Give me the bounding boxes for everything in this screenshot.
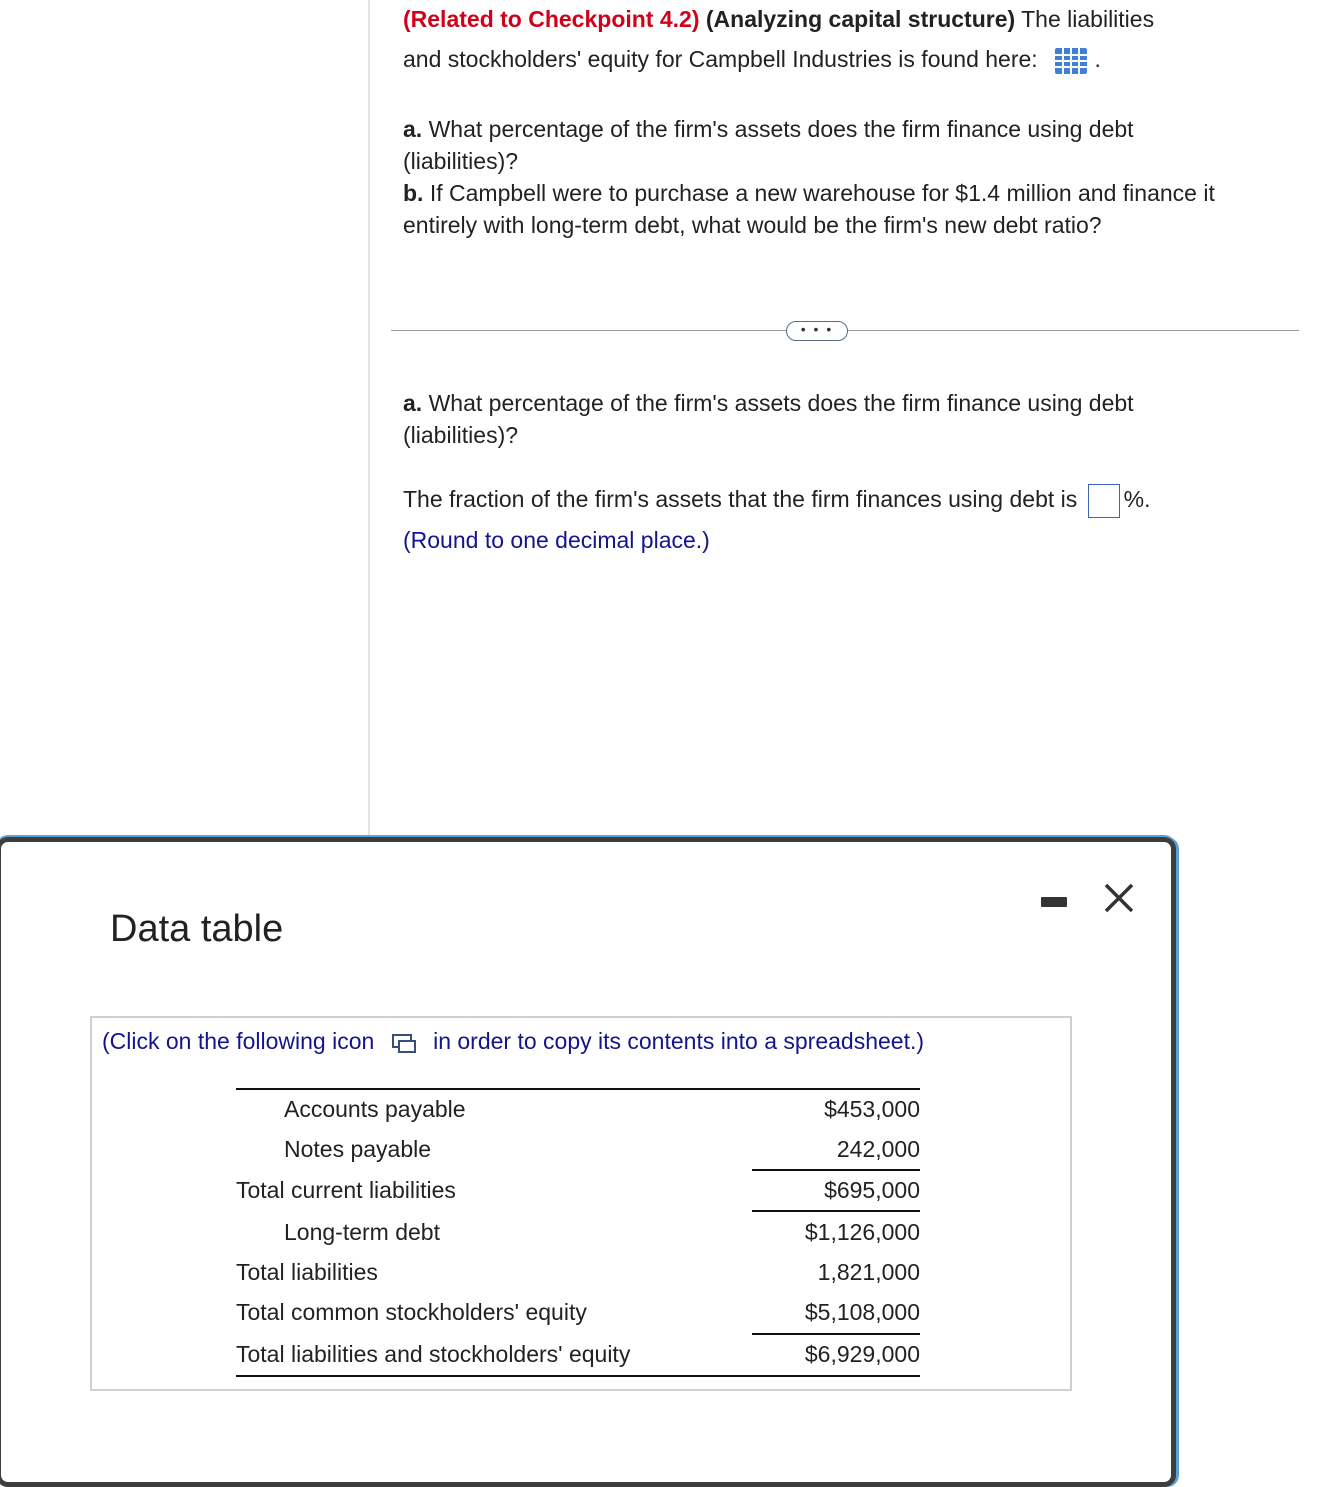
part-a-label: a. — [403, 116, 423, 142]
table-row — [236, 1338, 920, 1370]
copy-spreadsheet-icon[interactable] — [391, 1032, 417, 1054]
intro-line-2: and stockholders' equity for Campbell Industries is found here: — [403, 46, 1038, 72]
data-table-dialog — [0, 837, 1176, 1487]
row-label: Accounts payable — [284, 1096, 466, 1122]
question-topic: (Analyzing capital structure) — [705, 6, 1016, 32]
instruction-after: in order to copy its contents into a spreadsheet.) — [433, 1028, 925, 1054]
table-top-rule — [236, 1088, 920, 1090]
table-row — [236, 1093, 920, 1125]
row-label: Long-term debt — [284, 1219, 440, 1245]
rounding-hint: (Round to one decimal place.) — [403, 526, 710, 553]
part-b-label: b. — [403, 180, 424, 206]
row-value: $453,000 — [824, 1096, 920, 1122]
answer-input[interactable] — [1088, 484, 1120, 518]
table-row — [236, 1256, 920, 1288]
row-label: Notes payable — [284, 1136, 432, 1162]
table-row — [236, 1296, 920, 1328]
row-value: $695,000 — [824, 1177, 920, 1203]
expand-more-button[interactable]: • • • — [786, 321, 848, 341]
subtotal-rule — [752, 1210, 920, 1212]
row-label: Total current liabilities — [236, 1177, 456, 1203]
row-value: $6,929,000 — [804, 1341, 920, 1367]
row-label: Total common stockholders' equity — [236, 1299, 587, 1325]
pane-divider — [368, 0, 370, 836]
question-text: (Related to Checkpoint 4.2) (Analyzing capital structure) The liabilities and stockholders' equity for Campbell Industries is found here: . a. What percentage of the firm's assets does the firm finance using debt (liabilities)? b. If Campbell were to purchase a new warehouse for $1.4 million and finance it entirely with long-term debt, what would be the firm's new debt ratio? — [403, 6, 1215, 238]
answer-section — [403, 387, 1283, 556]
data-table-icon[interactable] — [1054, 47, 1088, 75]
data-table-box — [90, 1016, 1072, 1391]
row-value: $1,126,000 — [804, 1219, 920, 1245]
subtotal-rule — [752, 1333, 920, 1335]
table-row — [236, 1216, 920, 1248]
table-bottom-rule — [236, 1375, 920, 1377]
table-row — [236, 1133, 920, 1165]
dialog-title: Data table — [110, 908, 284, 950]
answer-prompt: The fraction of the firm's assets that the firm finances using debt is — [403, 486, 1078, 512]
subtotal-rule — [752, 1169, 920, 1171]
answer-part-text: What percentage of the firm's assets does the firm finance using debt (liabilities)? — [403, 390, 1134, 448]
row-value: $5,108,000 — [804, 1299, 920, 1325]
answer-part-label: a. — [403, 390, 423, 416]
minimize-button[interactable] — [1041, 897, 1067, 907]
left-pane — [0, 0, 368, 836]
row-value: 1,821,000 — [817, 1259, 920, 1285]
row-label: Total liabilities and stockholders' equity — [236, 1341, 631, 1367]
instruction-before: (Click on the following icon — [102, 1028, 375, 1054]
row-value: 242,000 — [836, 1136, 920, 1162]
close-icon — [1101, 880, 1137, 916]
related-checkpoint: (Related to Checkpoint 4.2) — [403, 6, 700, 32]
close-button[interactable] — [1101, 880, 1137, 916]
copy-instruction — [102, 1028, 924, 1055]
row-label: Total liabilities — [236, 1259, 378, 1285]
answer-unit: %. — [1123, 486, 1151, 512]
table-row — [236, 1174, 920, 1206]
intro-line-1: The liabilities — [1015, 6, 1155, 32]
part-b-text: If Campbell were to purchase a new warehouse for $1.4 million and finance it entirely with long-term debt, what would be the firm's new debt ratio? — [403, 180, 1215, 238]
part-a-text: What percentage of the firm's assets does the firm finance using debt (liabilities)? — [403, 116, 1134, 174]
